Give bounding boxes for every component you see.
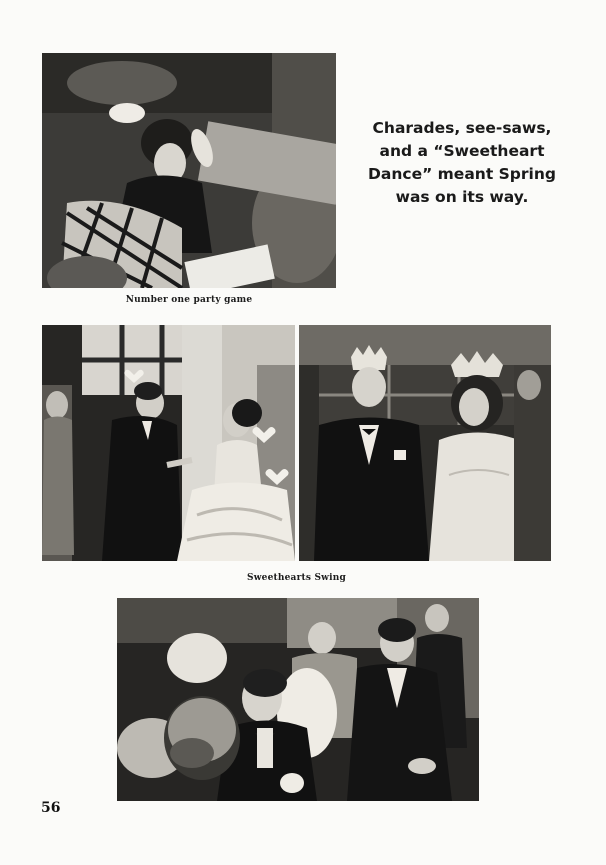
blurb-line-3: Dance” meant Spring: [368, 165, 556, 183]
page-number: 56: [41, 800, 61, 816]
blurb-line-1: Charades, see-saws,: [372, 119, 552, 137]
page-blurb: [358, 117, 566, 209]
sweethearts-swing-photo-left: [42, 325, 295, 561]
sweethearts-swing-caption: Sweethearts Swing: [247, 573, 346, 583]
party-game-caption: Number one party game: [125, 295, 253, 305]
blurb-line-2: and a “Sweetheart: [379, 142, 545, 160]
party-game-photo: [42, 53, 336, 288]
sweethearts-swing-photo-right: [299, 325, 551, 561]
blurb-line-4: was on its way.: [395, 188, 529, 206]
dance-floor-photo: [117, 598, 479, 801]
